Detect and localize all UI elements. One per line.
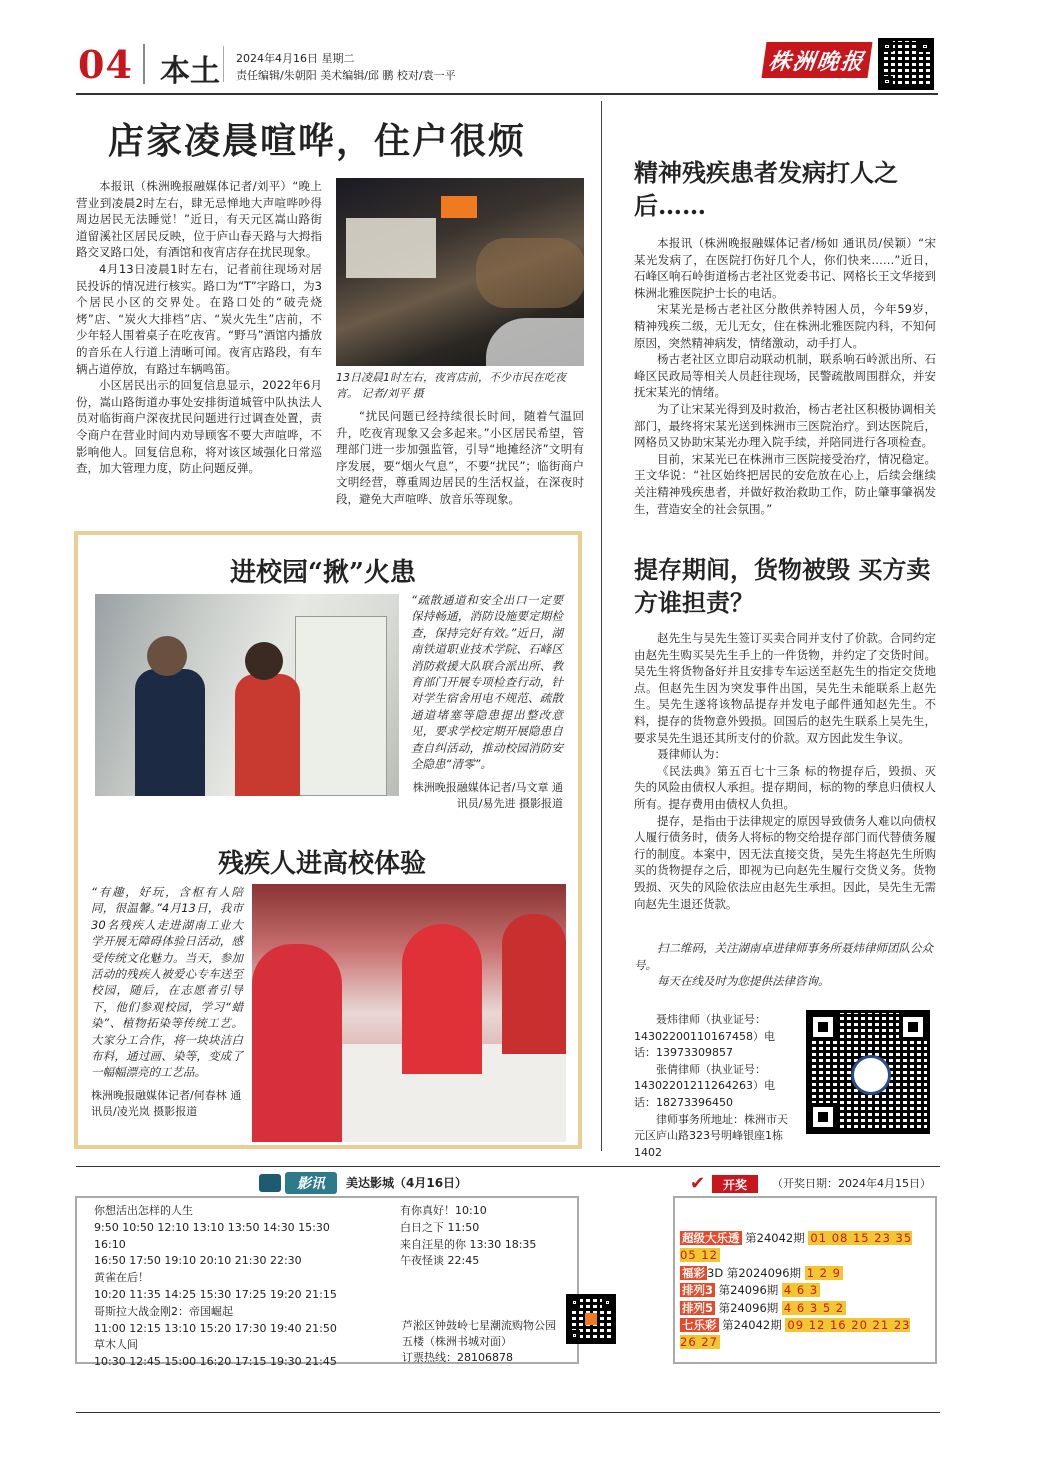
movie-line: 你想活出怎样的人生	[94, 1204, 193, 1217]
law-firm-address: 律师事务所地址：株洲市天元区庐山路323号明峰银座1栋1402	[634, 1112, 788, 1159]
movie-line: 哥斯拉大战金刚2：帝国崛起	[94, 1304, 233, 1318]
movie-line: 草木人间	[94, 1338, 138, 1352]
box-title-disabled-visit: 残疾人进高校体验	[218, 849, 427, 879]
box-text-fire-check: “疏散通道和安全出口一定要保持畅通，消防设施要定期检查，保持完好有效。”近日，湖南铁道职业技术学院、石峰区消防救援大队联合派出所、教育部门开展专项检查行动，针对学生宿舍用电不规范、疏散通道堵塞等隐患提出整改意见，要求学校定期开展隐患自查自纠活动，推动校园消防安全隐患“清零”。	[411, 593, 563, 772]
movie-schedule-right	[400, 1203, 560, 1270]
article-title-escrow: 提存期间，货物被毁 买方卖方谁担责？	[634, 555, 931, 617]
lottery-section-icon	[690, 1173, 770, 1193]
issue-date: 2024年4月16日 星期二	[236, 52, 355, 65]
lottery-game-name: 福彩	[682, 1265, 705, 1280]
header-divider	[143, 44, 145, 84]
paragraph: 赵先生与吴先生签订买卖合同并支付了价款。合同约定由赵先生购买吴先生手上的一件货物，并约定了交货时间。吴先生将货物备好并且安排专车运送至赵先生的指定交货地点。但赵先生因为突发事件出国，吴先生未能联系上赵先生。吴先生遂将该物品提存并发电子邮件通知赵先生。不料，提存的货物意外毁损。回国后的赵先生联系上吴先生，要求吴先生退还其所支付的价款。双方因此发生争议。	[634, 631, 936, 745]
lottery-section-label: 开奖	[712, 1175, 758, 1193]
lottery-period: 第24042期	[745, 1231, 805, 1245]
paragraph: 为了让宋某光得到及时救治，杨古老社区积极协调相关部门，最终将宋某光送到株洲市三医院治疗。到达医院后，网格员又协助宋某光办理入院手续，并陪同进行各项检查。	[634, 401, 936, 450]
article-title-mental-patient: 精神残疾患者发病打人之后……	[634, 158, 898, 220]
movie-line: 9:50 10:50 12:10 13:10 13:50 14:30 15:30	[94, 1220, 330, 1234]
header-qr-code-icon	[878, 38, 934, 90]
lottery-period: 第24096期	[718, 1300, 779, 1315]
cinema-phone: 订票热线：28106878	[402, 1351, 513, 1364]
photo-credit: 株洲晚报融媒体记者/马文章 通讯员/易先进 摄影报道	[412, 781, 563, 810]
lawyer-contacts	[634, 1012, 794, 1161]
header-divider-thin	[223, 46, 224, 82]
article-title-noise: 店家凌晨喧哗，住户很烦	[108, 120, 527, 162]
lottery-numbers: 1 2 9	[806, 1265, 841, 1280]
lawyer-intro	[634, 940, 936, 990]
lottery-row	[680, 1230, 930, 1265]
paragraph: 目前，宋某光已在株洲市三医院接受治疗，情况稳定。王文华说：“社区始终把居民的安危放在心上，后续会继续关注精神残疾患者，并做好救治救助工作，防止肇事肇祸发生，营造安全的社会氛围。”	[634, 451, 936, 516]
lottery-results	[680, 1230, 930, 1352]
editors-line: 责任编辑/朱朝阳 美术编辑/邱 鹏 校对/袁一平	[236, 69, 456, 82]
lawyer-contact: 聂炜律师（执业证号：14302200110167458）电话：13973309857	[634, 1013, 775, 1060]
lottery-game-name: 排列5	[682, 1300, 714, 1315]
box-title-fire-check: 进校园“揪”火患	[230, 558, 416, 588]
fire-inspection-photo	[95, 594, 399, 796]
movie-line: 有你真好！10:10	[400, 1204, 487, 1217]
cinema-qr-code-icon	[566, 1294, 616, 1344]
paragraph: 4月13日凌晨1时左右，记者前往现场对居民投诉的情况进行核实。路口为“T”字路口，为3个居民小区的交界处。在路口处的“破壳烧烤”店、“炭火大排档”店、“炭火先生”店前，不少年轻人围着桌子在吃夜宵。“野马”酒馆内播放的音乐在人行道上清晰可闻。夜宵店路段，有车辆占道停放，有路过车辆鸣笛。	[76, 261, 322, 376]
movie-section-icon	[259, 1172, 345, 1194]
lottery-numbers: 01 08 15 23 35 05 12	[680, 1231, 913, 1263]
paragraph: 聂律师认为：	[657, 747, 726, 762]
cinema-address	[402, 1318, 562, 1366]
lottery-period: 第2024096期	[726, 1265, 802, 1280]
cinema-address-line: 芦淞区钟鼓岭七星潮流购物公园五楼（株洲书城对面）	[402, 1319, 556, 1348]
lawyer-intro-line: 每天在线及时为您提供法律咨询。	[657, 974, 830, 989]
lawyer-qr-code-icon	[806, 1010, 930, 1134]
craft-activity-photo	[252, 884, 566, 1142]
page-number: 04	[78, 42, 133, 87]
lottery-numbers: 4 6 3 5 2	[783, 1300, 845, 1315]
paragraph: 小区居民出示的回复信息显示，2022年6月份，嵩山路街道办事处安排街道城管中队执法人员对临街商户深夜扰民问题进行过调查处置，责令商户在营业时间内劝导顾客不要大声喧哗，不影响他人。回复信息称，将对该区域强化日常巡查，加大管理力度，防止问题反弹。	[76, 378, 322, 476]
lawyer-contact: 张倩律师（执业证号：14302201211264263）电话：18273396450	[634, 1062, 775, 1109]
column-divider	[601, 101, 602, 1151]
article-escrow-body	[634, 630, 936, 912]
movie-line: 10:30 12:45 15:00 16:20 17:15 19:30 21:45	[94, 1355, 337, 1369]
photo-credit: 株洲晚报融媒体记者/何春林 通讯员/凌光岚 摄影报道	[91, 1089, 242, 1118]
movie-line: 来自汪星的你 13:30 18:35	[400, 1237, 537, 1251]
movie-line: 10:20 11:35 14:25 15:30 17:25 19:20 21:15	[94, 1287, 337, 1301]
lottery-game-name: 超级大乐透	[682, 1231, 740, 1245]
article-noise-column-1	[76, 178, 322, 477]
lottery-game-extra: 3D	[707, 1265, 724, 1280]
movie-schedule-left	[94, 1203, 384, 1371]
film-camera-icon	[259, 1174, 281, 1192]
lawyer-intro-line: 扫二维码，关注湖南卓进律师事务所聂炜律师团队公众号。	[634, 941, 933, 972]
photo-caption: 13日凌晨1时左右，夜宵店前，不少市民在吃夜宵。 记者/刘平 摄	[336, 371, 566, 400]
lottery-row	[680, 1300, 930, 1317]
lottery-period: 第24096期	[718, 1283, 779, 1298]
lottery-game-name: 排列3	[682, 1283, 714, 1298]
lottery-numbers: 4 6 3	[783, 1283, 819, 1298]
night-street-photo	[336, 178, 584, 366]
paragraph: “扰民问题已经持续很长时间，随着气温回升，吃夜宵现象又会多起来。”小区居民希望，管理部门进一步加强监管，引导“地摊经济”文明有序发展，要“烟火气息”，不要“扰民”；临街商户文明经营，尊重周边居民的生活权益，在深夜时段，避免大声喧哗、放音乐等现象。	[336, 409, 584, 506]
footer-rule	[76, 1412, 940, 1413]
bottom-rule	[76, 1166, 940, 1167]
movie-section-label: 影讯	[285, 1172, 337, 1194]
paragraph: 杨古老社区立即启动联动机制，联系响石岭派出所、石峰区民政局等相关人员赶往现场，民警疏散周围群众，并安抚宋某光的情绪。	[634, 352, 936, 400]
lottery-row	[680, 1265, 930, 1282]
movie-line: 黄雀在后！	[94, 1271, 149, 1285]
lottery-row	[680, 1282, 930, 1299]
article-noise-column-2	[336, 408, 584, 508]
movie-line: 白日之下 11:50	[400, 1220, 480, 1234]
lottery-game-name: 七乐彩	[682, 1318, 717, 1333]
article-mental-patient-body	[634, 235, 936, 517]
box-text-disabled-visit: “有趣，好玩，含枢有人陪同，很温馨。”4月13日，我市30名残疾人走进湖南工业大学开展无障碍体验日活动，感受传统文化魅力。当天，参加活动的残疾人被爱心专车送至校园，随后，在志愿者引导下，他们参观校园，学习“蜡染”、植物拓染等传统工艺。大家分工合作，将一块块洁白布料，通过画、染等，变成了一幅幅漂亮的工艺品。	[91, 885, 243, 1080]
lottery-period: 第24042期	[722, 1318, 782, 1333]
movie-line: 午夜怪谈 22:45	[400, 1254, 480, 1268]
movie-line: 16:10	[94, 1237, 126, 1251]
lottery-date: （开奖日期：2024年4月15日）	[772, 1177, 931, 1190]
movie-line: 11:00 12:15 13:10 15:20 17:30 19:40 21:50	[94, 1321, 337, 1335]
header-rule	[76, 93, 938, 95]
cinema-header: 美达影城（4月16日）	[346, 1176, 468, 1190]
paragraph: 宋某光是杨古老社区分散供养特困人员，今年59岁，精神残疾二级，无儿无女，住在株洲北雅医院内科，不知何原因，突然精神病发，情绪激动，动手打人。	[634, 302, 936, 350]
paragraph: 本报讯（株洲晚报融媒体记者/杨如 通讯员/侯颖）“宋某光发病了，在医院打伤好几个人，你们快来……”近日，石峰区响石岭街道杨古老社区党委书记、网格长王文华接到株洲北雅医院护士长的电话。	[634, 236, 936, 300]
checkmark-icon: ✔	[690, 1173, 706, 1194]
lottery-row	[680, 1317, 930, 1352]
movie-line: 16:50 17:50 19:10 20:10 21:30 22:30	[94, 1254, 302, 1268]
paragraph: 本报讯（株洲晚报融媒体记者/刘平）“晚上营业到凌晨2时左右，肆无忌惮地大声喧哗吵得周边居民无法睡觉！”近日，有天元区嵩山路街道留溪社区居民反映，位于庐山春天路与大拇指路交叉路口处，有酒馆和夜宵店存在扰民现象。	[76, 179, 322, 260]
lottery-numbers: 09 12 16 20 21 23 26 27	[680, 1318, 911, 1350]
paragraph: 提存，是指由于法律规定的原因导致债务人难以向债权人履行债务时，债务人将标的物交给提存部门而代替债务履行的制度。本案中，因无法直接交货，吴先生将赵先生所购买的货物提存之后，即视为已向赵先生履行交货义务。货物毁损、灭失的风险依法应由赵先生承担。因此，吴先生无需向赵先生退还货款。	[634, 813, 936, 911]
newspaper-logo: 株洲晚报	[761, 42, 872, 78]
paragraph: 《民法典》第五百七十三条 标的物提存后，毁损、灭失的风险由债权人承担。提存期间，标的物的孳息归债权人所有。提存费用由债权人负担。	[634, 763, 936, 811]
section-title: 本土	[160, 54, 220, 89]
